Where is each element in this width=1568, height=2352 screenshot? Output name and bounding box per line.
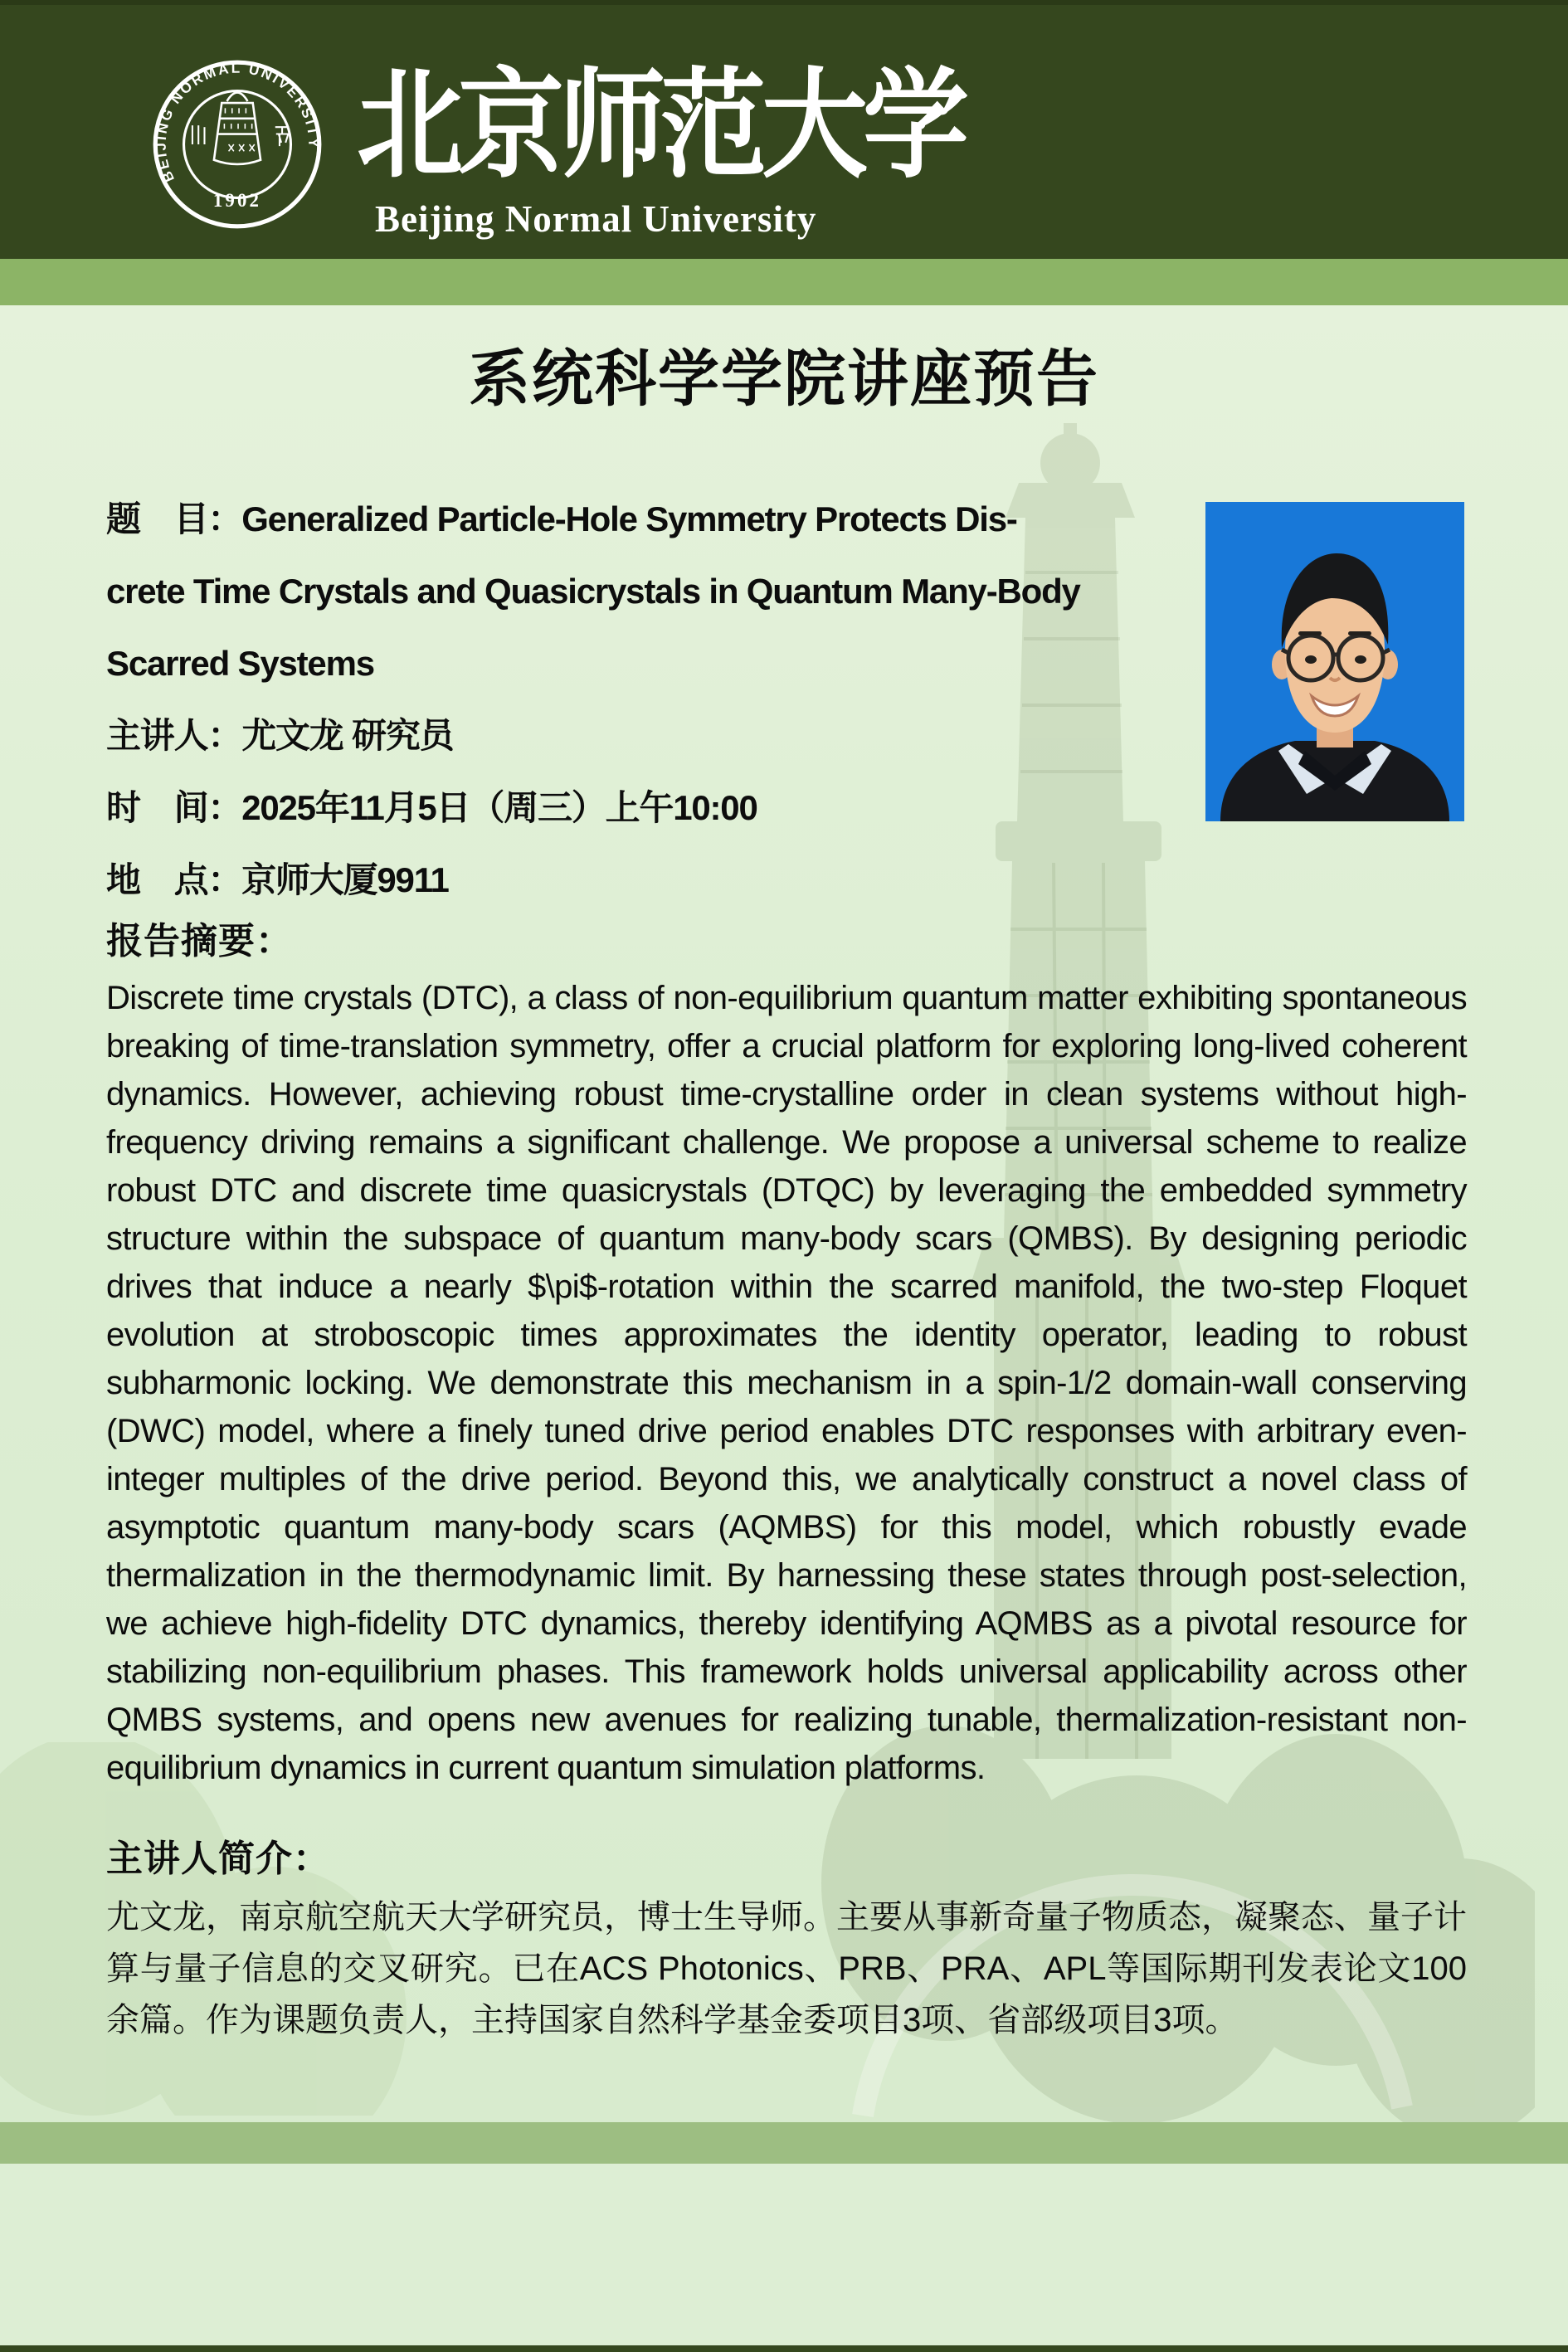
svg-text:BEIJING NORMAL UNIVERSITY: [153, 60, 323, 185]
university-name-english: Beijing Normal University: [375, 198, 817, 240]
university-name-calligraphy: 北京师范大学: [357, 56, 965, 196]
abstract-label: 报告摘要：: [106, 921, 293, 962]
abstract-text: Discrete time crystals (DTC), a class of non-equilibrium quantum matter exhibiting spontaneous breaking of time-translation symmetry, offer a crucial platform for exploring long-lived coherent dynamics. However, achieving robust time-crystalline order in clean systems without high-frequency driving remains a significant challenge. We propose a universal scheme to realize robust DTC and discrete time quasicrystals (DTQC) by leveraging the embedded symmetry structure within the subspace of quantum many-body scars (QMBS). By designing periodic drives that induce a nearly $\pi$-rotation within the scarred manifold, the two-step Floquet evolution at stroboscopic times approximates the identity operator, leading to robust subharmonic locking. We demonstrate this mechanism in a spin-1/2 domain-wall conserving (DWC) model, where a finely tuned drive period enables DTC responses with arbitrary even-integer multiples of the drive period. Beyond this, we analytically construct a novel class of asymptotic quantum many-body scars (AQMBS) for this model, which robustly evade thermalization in the thermodynamic limit. By harnessing these states through post-selection, we achieve high-fidelity DTC dynamics, thereby identifying AQMBS as a pivotal resource for stabilizing non-equilibrium phases. This framework holds universal applicability across other QMBS systems, and opens new avenues for realizing tunable, thermalization-resistant non-equilibrium dynamics in current quantum simulation platforms.: [106, 980, 1467, 1786]
seal-ring-text: BEIJING NORMAL UNIVERSITY: [152, 59, 323, 185]
info-line-title-1: 题 目：Generalized Particle-Hole Symmetry Protects Dis-: [106, 499, 1017, 538]
header-divider-band: [0, 259, 1568, 305]
speaker-photo: [1205, 502, 1464, 821]
seal-year: 1902: [212, 189, 262, 211]
info-line-time: 时 间：2025年11月5日（周三）上午10:00: [106, 788, 757, 827]
bottom-edge-strip: [0, 2345, 1568, 2352]
header-banner: [0, 5, 1568, 259]
page-title: 系统科学学院讲座预告: [469, 344, 1099, 413]
seal-bell-glyph: [192, 93, 289, 164]
bio-label: 主讲人简介：: [106, 1838, 330, 1879]
bnu-seal-icon: [151, 58, 324, 231]
info-line-speaker: 主讲人：尤文龙 研究员: [106, 716, 454, 755]
content-column: [106, 911, 1467, 2046]
info-line-title-2: crete Time Crystals and Quasicrystals in Quantum Many-Body: [106, 572, 1080, 611]
lecture-info-block: [106, 483, 1210, 916]
footer-banner: [0, 2164, 1568, 2346]
info-line-location: 地 点：京师大厦9911: [106, 860, 449, 899]
bio-text: 尤文龙，南京航空航天大学研究员，博士生导师。主要从事新奇量子物质态，凝聚态、量子计算与量子信息的交叉研究。已在ACS Photonics、PRB、PRA、APL等国际期刊发表论文100余篇。作为课题负责人，主持国家自然科学基金委项目3项、省部级项目3项。: [106, 1899, 1467, 2038]
footer-divider-band: [0, 2122, 1568, 2164]
info-line-title-3: Scarred Systems: [106, 644, 374, 683]
